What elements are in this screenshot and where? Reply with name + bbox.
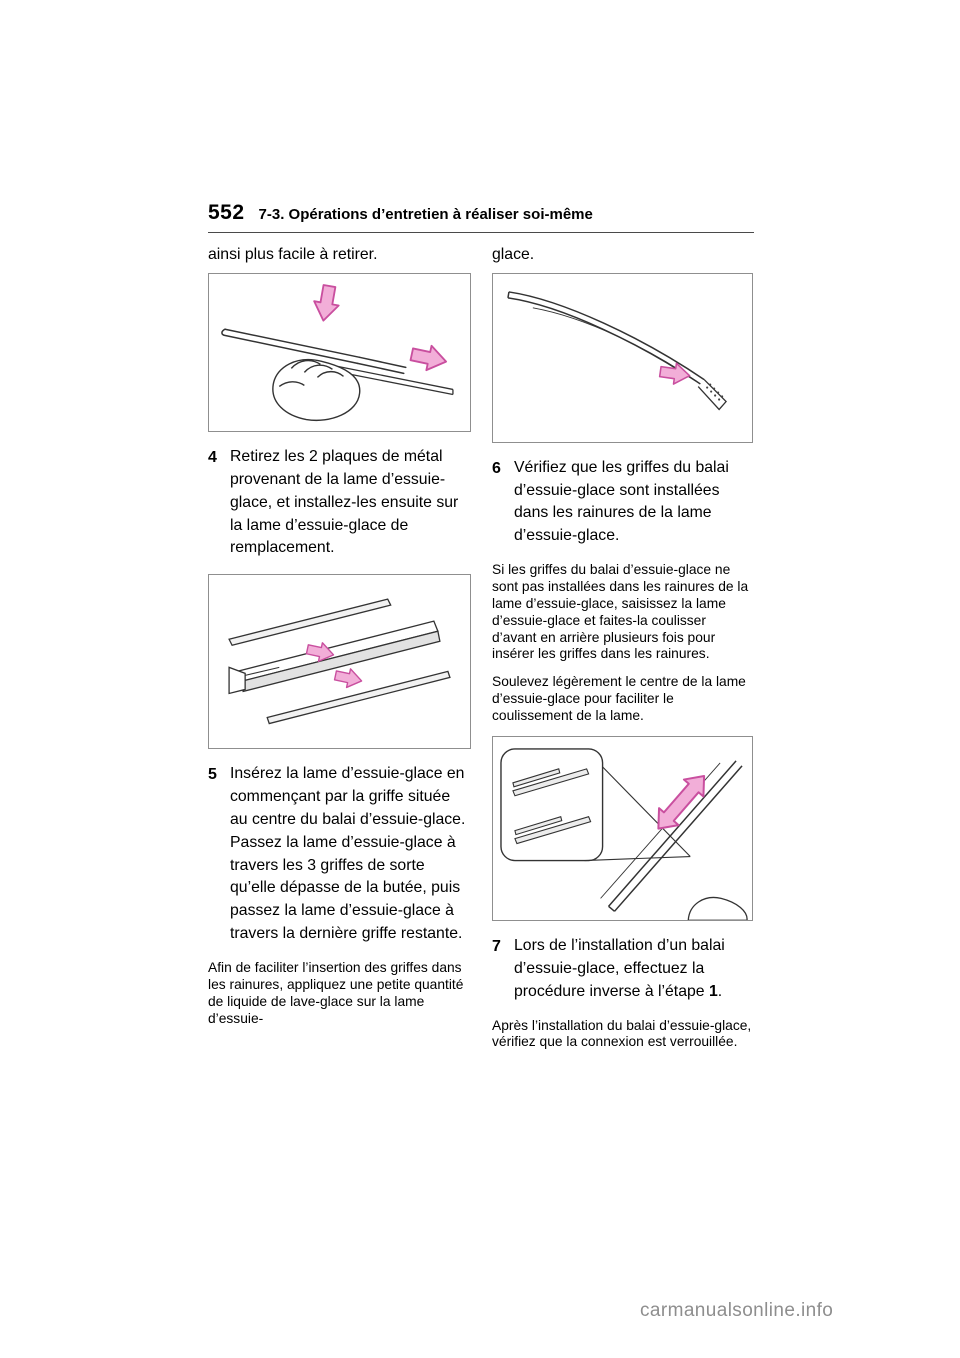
detail-callout-box [501, 749, 603, 861]
intro-text-left: ainsi plus facile à retirer. [208, 246, 378, 263]
left-column [208, 244, 471, 1038]
step-text: Vérifiez que les griffes du balai d’essuie-glace sont installées dans les rainures de la lame d’essuie-glace. [514, 458, 729, 545]
right-column [492, 244, 753, 1062]
step-5 [208, 763, 471, 946]
step-text: Insérez la lame d’essuie-glace en commençant par la griffe située au centre du balai d’essuie-glace. Passez la lame d’essuie-glace à travers les 3 griffes de sorte qu’elle dépasse de la butée, puis passez la lame d’essuie-glace à travers la dernière griffe restante. [230, 765, 466, 943]
step-text-prefix: Lors de l’installation d’un balai d’essuie-glace, effectuez la procédure inverse à l’étape [514, 936, 725, 1000]
watermark: carmanualsonline.info [640, 1300, 834, 1321]
hand-drawing [688, 897, 747, 920]
section-title: 7-3. Opérations d’entretien à réaliser soi-même [258, 206, 593, 223]
step-reference: 1 [708, 982, 718, 1000]
blade-slide-illustration [493, 737, 752, 920]
double-arrow-icon [649, 767, 714, 837]
note-text: Afin de faciliter l’insertion des griffes dans les rainures, appliquez une petite quantité de liquide de lave-glace sur la lame d’essuie- [208, 960, 464, 1026]
arrow-down-icon [311, 284, 342, 323]
note-text: Si les griffes du balai d’essuie-glace ne sont pas installées dans les rainures de la lame d’essuie-glace, saisissez la lame d’essuie-glace et faites-la coulisser d’avant en arrière plusieurs fois pour insérer les griffes dans les rainures. [492, 562, 749, 662]
blade-drawing [601, 761, 742, 911]
wiper-blade-drawing [508, 292, 726, 410]
note-text: Après l’installation du balai d’essuie-glace, vérifiez que la connexion est verrouillée. [492, 1017, 752, 1050]
step-6 [492, 457, 753, 549]
arrow-right-icon [409, 342, 449, 374]
step-number: 4 [208, 448, 217, 466]
metal-plates-drawing [229, 599, 450, 723]
figure-wiper-removal [208, 273, 471, 432]
intro-text-right: glace. [492, 246, 535, 263]
arrow-right-icon [659, 362, 691, 387]
step-4 [208, 446, 471, 560]
arrow-right-icon [334, 666, 364, 690]
metal-plates-illustration [209, 575, 470, 748]
step-text [514, 935, 753, 1004]
page-header [208, 201, 754, 233]
step-number: 6 [492, 459, 501, 477]
step-text: Retirez les 2 plaques de métal provenant de la lame d’essuie-glace, et installez-les ensuite sur la lame d’essuie-glace de remplacement. [230, 447, 459, 557]
page-number: 552 [208, 201, 245, 224]
wiper-blade-illustration [493, 274, 752, 441]
step-text-suffix: . [717, 982, 723, 1000]
figure-blade-slide [492, 736, 753, 921]
step-number: 7 [492, 937, 501, 955]
note-text: Soulevez légèrement le centre de la lame d’essuie-glace pour faciliter le coulissement de la lame. [492, 674, 746, 723]
figure-wiper-blade [492, 273, 753, 442]
wiper-removal-illustration [209, 274, 470, 431]
figure-metal-plates [208, 574, 471, 749]
step-number: 5 [208, 766, 217, 784]
step-7 [492, 935, 753, 1004]
